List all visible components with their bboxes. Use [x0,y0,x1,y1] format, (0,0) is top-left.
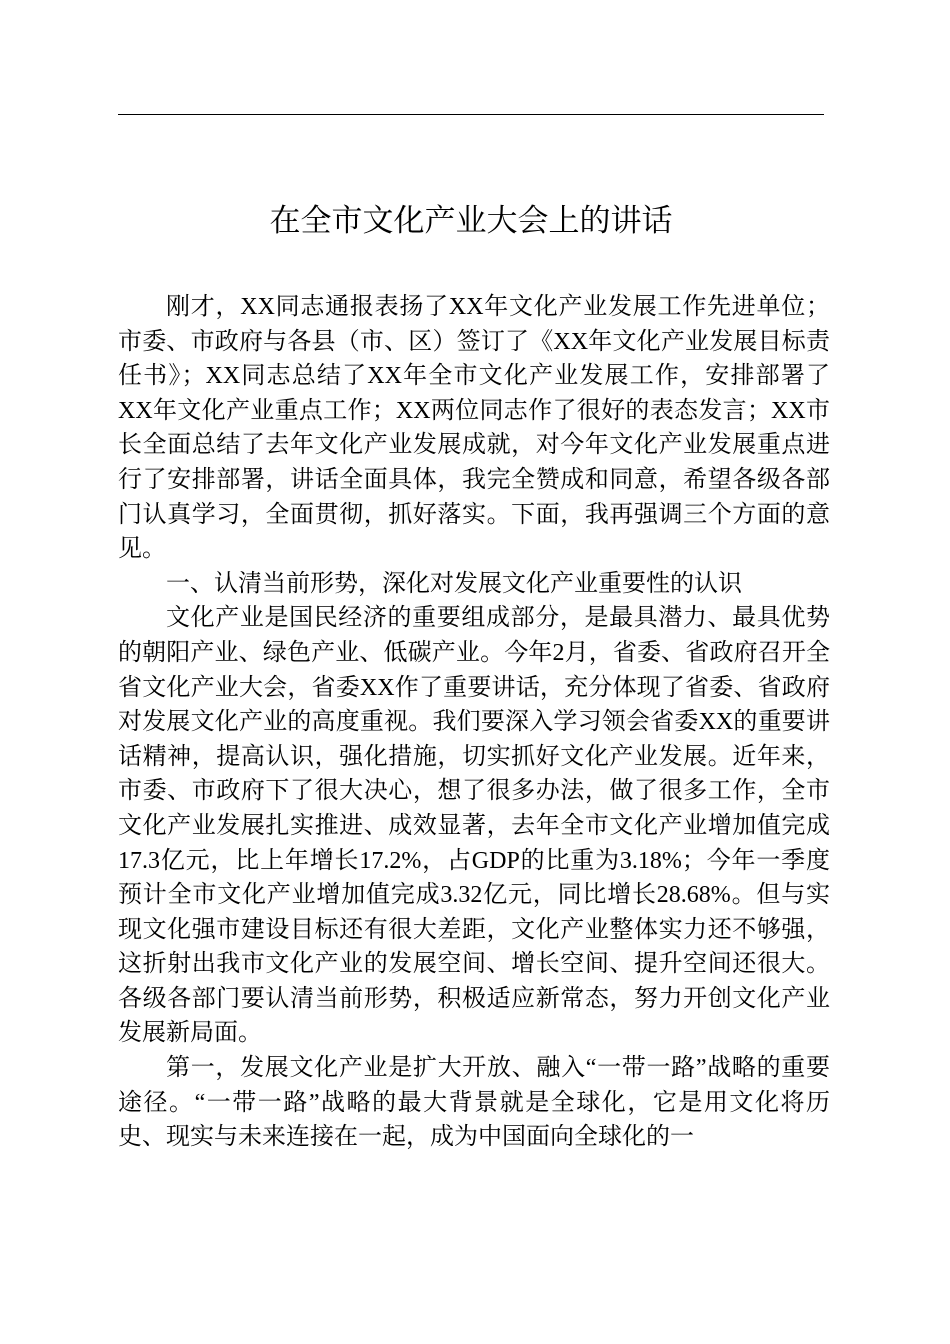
body-paragraph: 第一，发展文化产业是扩大开放、融入“一带一路”战略的重要途径。“一带一路”战略的最大背景就是全球化，它是用文化将历史、现实与未来连接在一起，成为中国面向全球化的一 [118,1055,830,1151]
section-heading-1: 一、认清当前形势，深化对发展文化产业重要性的认识 [166,570,742,597]
body-paragraph: 文化产业是国民经济的重要组成部分，是最具潜力、最具优势的朝阳产业、绿色产业、低碳产业。今年2月，省委、省政府召开全省文化产业大会，省委XX作了重要讲话，充分体现了省委、省政府对发展文化产业的高度重视。我们要深入学习领会省委XX的重要讲话精神，提高认识，强化措施，切实抓好文化产业发展。近年来，市委、市政府下了很大决心，想了很多办法，做了很多工作，全市文化产业发展扎实推进、成效显著，去年全市文化产业增加值完成17.3亿元，比上年增长17.2%，占GDP的比重为3.18%；今年一季度预计全市文化产业增加值完成3.32亿元，同比增长28.68%。但与实现文化强市建设目标还有很大差距，文化产业整体实力还不够强，这折射出我市文化产业的发展空间、增长空间、提升空间还很大。各级各部门要认清当前形势，积极适应新常态，努力开创文化产业发展新局面。 [118,605,830,1047]
intro-paragraph: 刚才，XX同志通报表扬了XX年文化产业发展工作先进单位；市委、市政府与各县（市、区）签订了《XX年文化产业发展目标责任书》；XX同志总结了XX年全市文化产业发展工作，安排部署了XX年文化产业重点工作；XX两位同志作了很好的表态发言；XX市长全面总结了去年文化产业发展成就，对今年文化产业发展重点进行了安排部署，讲话全面具体，我完全赞成和同意，希望各级各部门认真学习，全面贯彻，抓好落实。下面，我再强调三个方面的意见。 [118,294,830,563]
page-title: 在全市文化产业大会上的讲话 [269,203,673,239]
document-body [118,290,830,1155]
header-rule [118,114,824,115]
